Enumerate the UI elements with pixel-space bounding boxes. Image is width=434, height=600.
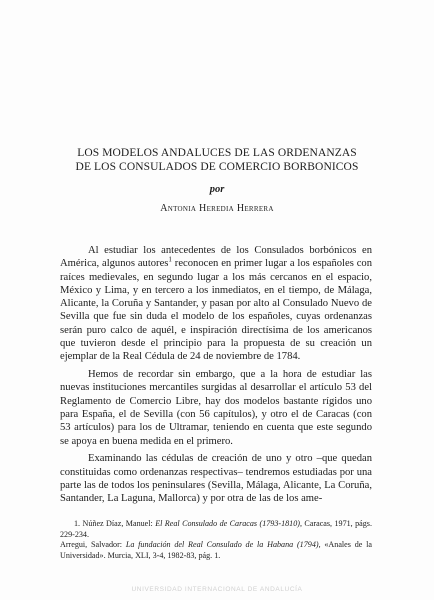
paragraph-2: Hemos de recordar sin embargo, que a la hora de estudiar las nuevas instituciones mercantiles surgidas al desarrollar el artículo 53 del Reglamento de Comercio Libre, hay dos modelos bastante rígidos uno para España, el de Sevilla (con 56 capítulos), y otro el de Caracas (con 53 artículos) para los de Ultramar, teniendo en cuenta que este segundo se apoya en buena medida en el primero. (60, 369, 372, 447)
footnotes (60, 519, 372, 561)
footnote-2-title: La fundación del Real Consulado de la Habana (1794) (125, 540, 319, 550)
footnote-1-number: 1. (74, 519, 81, 528)
author-name: Antonia Heredia Herrera (160, 203, 274, 214)
footnote-2 (60, 540, 372, 561)
paragraph-1 (60, 244, 372, 364)
paragraph-1-text-b: reconocen en primer lugar a los españoles con raíces medievales, en segundo lugar a los más cercanos en el espacio, México y Lima, y en tercero a los inmediatos, en el tiempo, de Málaga, Alicante, la Coruña y Santander, y pasan por alto al Consulado Nuevo de Sevilla que fue sin duda el modelo de los españoles, cuyas ordenanzas serán puro calco de aquél, e inspiración directísima de los americanos que tuvieron desde el principio para la propuesta de su creación un ejemplar de la Real Cédula de 24 de noviembre de 1784. (60, 258, 372, 363)
footnote-2-text-a: Arregui, Salvador: (60, 540, 126, 550)
footnote-1 (60, 519, 372, 540)
title-line-1: LOS MODELOS ANDALUCES DE LAS ORDENANZAS (77, 147, 357, 159)
footnote-1-text-a: Núñez Díaz, Manuel: (80, 519, 156, 528)
article-title (0, 146, 434, 174)
title-line-2: DE LOS CONSULADOS DE COMERCIO BORBONICOS (75, 161, 359, 173)
byline: por (209, 184, 225, 195)
article-body (60, 244, 372, 510)
footnote-1-text-b: , Caracas, 1971, págs. 229-234. (60, 519, 372, 539)
paragraph-3: Examinando las cédulas de creación de uno y otro –que quedan constituidas como ordenanzas respectivas– tendremos estudiadas por una parte las de todos los peninsulares (Sevilla, Málaga, Alicante, La Coruña, Santander, La Laguna, Mallorca) y por otra de las de los ame- (60, 453, 372, 505)
footnote-2-text-b: , «Anales de la Universidad». Murcia, XLI, 3-4, 1982-83, pág. 1. (60, 540, 372, 560)
footnote-ref-1: 1 (168, 255, 172, 264)
footnote-1-title: El Real Consulado de Caracas (1793-1810) (155, 519, 300, 528)
watermark-footer: UNIVERSIDAD INTERNACIONAL DE ANDALUCÍA (131, 586, 303, 593)
paragraph-1-text-a: Al estudiar los antecedentes de los Consulados borbónicos en América, algunos autores (60, 245, 372, 270)
